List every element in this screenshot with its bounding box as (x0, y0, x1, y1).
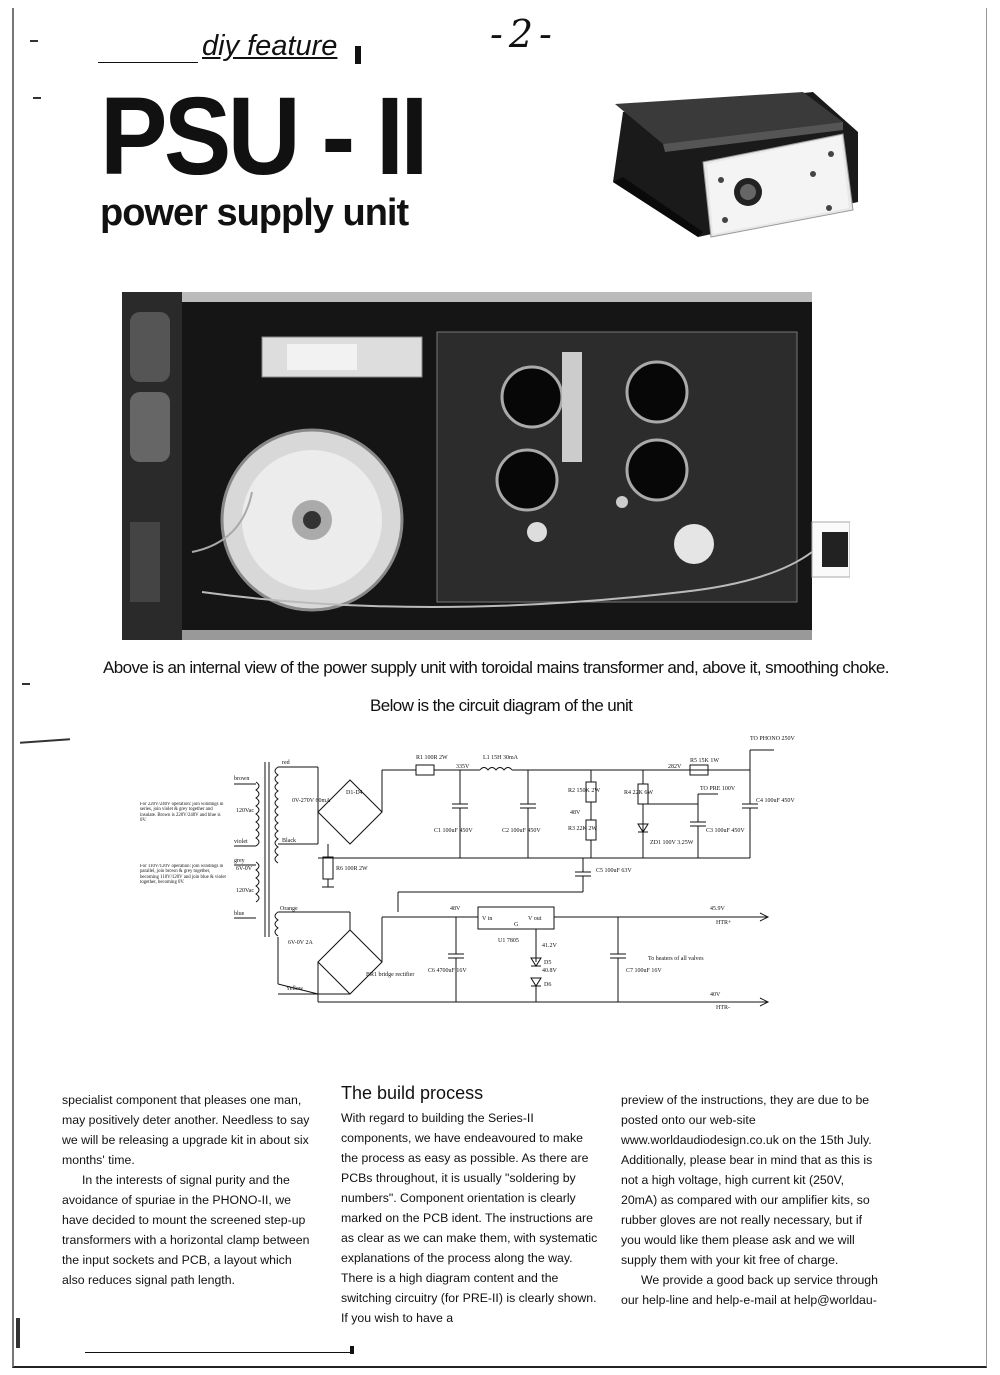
output-label: TO PRE 100V (700, 786, 736, 792)
output-label: HTR+ (716, 920, 732, 926)
paragraph: In the interests of signal purity and the avoidance of spuriae in the PHONO-II, we have decided to mount the screened step-up transformers with a horizontal clamp between the input sockets and PCB, a layout which also reduces signal path length. (62, 1173, 310, 1287)
output-label: To heaters of all valves (648, 956, 704, 962)
column-2 (341, 1083, 603, 1328)
feature-label: diy feature (202, 30, 338, 62)
c6-label: C6 4700uF 16V (428, 968, 467, 974)
wire-label-blue: blue (234, 911, 245, 917)
scan-mark (16, 1318, 20, 1348)
voltage-tag: 41.2V (542, 943, 557, 949)
page-number: -2- (490, 12, 558, 56)
u1-vin: V in (482, 916, 493, 922)
feature-rule (98, 62, 198, 63)
r6-label: R6 100R 2W (336, 866, 368, 872)
page-subtitle: power supply unit (100, 192, 409, 234)
voltage-tag: 282V (668, 764, 682, 770)
internal-view-photo (122, 292, 850, 640)
r4-label: R4 22K 6W (624, 790, 653, 796)
transformer-note-110v: For 110V/120V operation: join windings in parallel, join brown & grey together, becoming 110V/120V and join blue & violet together, becoming 0V. (140, 864, 226, 886)
d5-label: D5 (544, 960, 552, 966)
br1-label: BR1 bridge rectifier (366, 972, 415, 978)
r5-label: R5 15K 1W (690, 758, 719, 764)
wire-label-brown: brown (234, 776, 250, 782)
l1-label: L1 15H 30mA (483, 755, 518, 761)
c4-label: C4 100uF 450V (756, 798, 795, 804)
c1-label: C1 100uF 450V (434, 828, 473, 834)
voltage-tag: 40V (710, 992, 721, 998)
section-heading: The build process (341, 1083, 484, 1103)
output-label: HTR- (716, 1005, 730, 1011)
paragraph: We provide a good back up service through our help-line and help-e-mail at help@worldau- (621, 1273, 878, 1307)
page-title: PSU - II (100, 75, 425, 198)
scan-mark (30, 40, 38, 42)
wire-label-grey: grey (234, 858, 245, 864)
scan-mark (22, 683, 30, 685)
column-3 (621, 1090, 883, 1310)
output-label: TO PHONO 250V (750, 736, 795, 742)
voltage-label: 0V-270V 60mA (292, 798, 331, 804)
c5-label: C5 100uF 63V (596, 868, 632, 874)
paragraph: With regard to building the Series-II components, we have endeavoured to make the process as easy as possible. As there are PCBs throughout, it is usually "soldering by numbers". Component orientation is clearly marked on the PCB ident. The instructions are as clear as we can make them, with systematic explanations of the process along the way. There is a high diagram content and the switching circuitry (for PRE-II) is clearly shown. If you wish to have a (341, 1111, 598, 1325)
footer-rule (85, 1352, 350, 1353)
d6-label: D6 (544, 982, 552, 988)
scan-mark (33, 97, 41, 99)
wire-label-yellow: Yellow (286, 986, 304, 992)
diagram-caption: Below is the circuit diagram of the unit (370, 696, 633, 715)
wire-label-black: Black (282, 838, 296, 844)
zd1-label: ZD1 100V 3.25W (650, 840, 694, 846)
wire-label-red: red (282, 760, 290, 766)
c2-label: C2 100uF 450V (502, 828, 541, 834)
r2-label: R2 150K 2W (568, 788, 600, 794)
voltage-tag: 48V (570, 810, 581, 816)
u1-vout: V out (528, 916, 542, 922)
c7-label: C7 100uF 16V (626, 968, 662, 974)
c3-label: C3 100uF 450V (706, 828, 745, 834)
feature-bar (355, 46, 361, 64)
voltage-label: 6V-0V 2A (288, 940, 313, 946)
transformer-note-220v: For 220V/240V operation: join windings in series, join violet & grey together and insulate. Brown is 220V/240V and blue is 0V. (140, 802, 224, 824)
circuit-diagram (138, 732, 798, 1024)
r3-label: R3 22K 2W (568, 826, 597, 832)
voltage-tag: 40.8V (542, 968, 557, 974)
voltage-tag: 335V (456, 764, 470, 770)
wire-label-violet: violet (234, 839, 248, 845)
u1-ground: G (514, 922, 519, 928)
rectifier-label: D1-D4 (346, 790, 363, 796)
voltage-label: 120Vac (236, 888, 254, 894)
product-photo (603, 92, 858, 242)
wire-label-orange: Orange (280, 906, 298, 912)
r1-label: R1 100R 2W (416, 755, 448, 761)
column-1 (62, 1090, 317, 1290)
voltage-tag: 48V (450, 906, 461, 912)
photo-caption: Above is an internal view of the power supply unit with toroidal mains transformer and, above it, smoothing choke. (103, 658, 889, 677)
voltage-label: 6V-0V (236, 866, 253, 872)
paragraph: preview of the instructions, they are due to be posted onto our web-site www.worldaudiodesign.co.uk on the 15th July. Additionally, please bear in mind that as this is not a high voltage, high current kit (250V, 20mA) as compared with our amplifier kits, so rubber gloves are not really necessary, but if you would like them please ask and we will supply them with your kit free of charge. (621, 1093, 873, 1267)
u1-label: U1 7805 (498, 938, 519, 944)
voltage-tag: 45.9V (710, 906, 725, 912)
paragraph: specialist component that pleases one man, may positively deter another. Needless to say we will be releasing a upgrade kit in about six months' time. (62, 1093, 310, 1167)
footer-bar (350, 1346, 354, 1354)
voltage-label: 120Vac (236, 808, 254, 814)
